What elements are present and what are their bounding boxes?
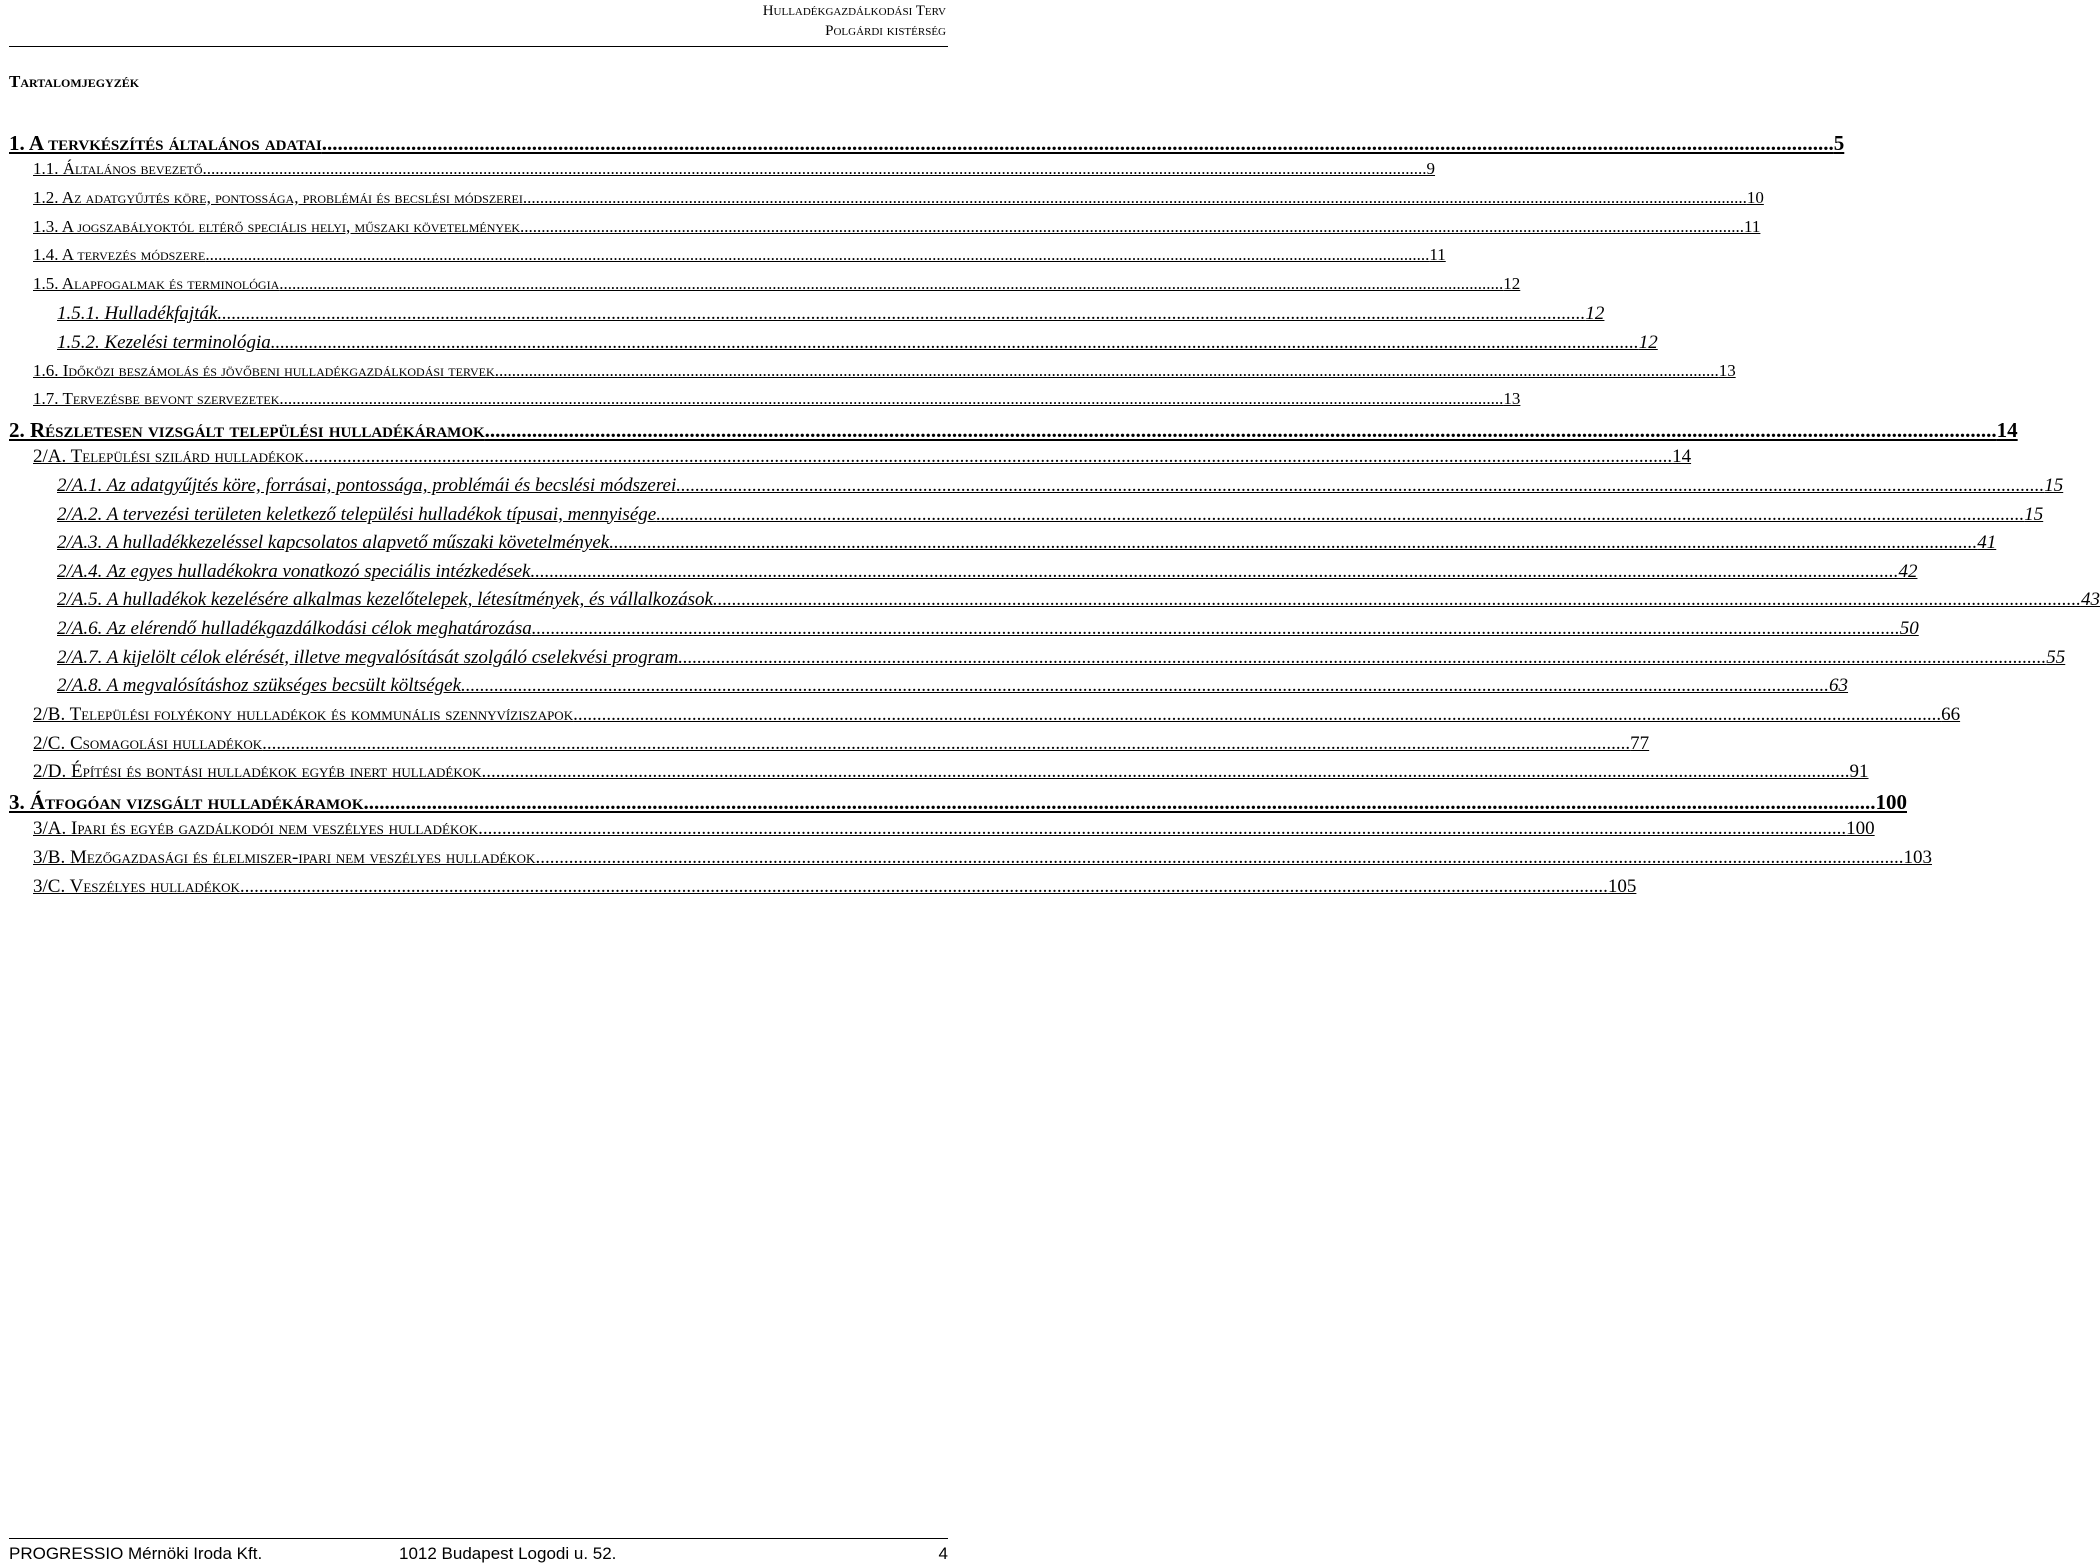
toc-dot-leader	[482, 761, 1850, 783]
toc-entry-page: 14	[1996, 418, 2018, 443]
toc-entry-title: 2/A.5. A hulladékok kezelésére alkalmas kezelőtelepek, létesítmények, és vállalkozások	[57, 589, 713, 611]
toc-dot-leader	[304, 446, 1672, 468]
toc-entry-title: 1.5.1. Hulladékfajták	[57, 302, 218, 324]
footer-company: PROGRESSIO Mérnöki Iroda Kft.	[9, 1544, 263, 1563]
toc-entry-title: 3/B. Mezőgazdasági és élelmiszer-ipari nem veszélyes hulladékok	[33, 846, 536, 868]
toc-entry-page: 12	[1585, 302, 1605, 324]
toc-entry-page: 15	[2024, 503, 2044, 525]
toc-entry[interactable]	[9, 331, 1658, 361]
toc-entry-page: 41	[1977, 532, 1997, 554]
toc-entry-page: 15	[2044, 474, 2064, 496]
toc-entry[interactable]	[9, 503, 2044, 533]
toc-entry[interactable]	[9, 418, 2018, 446]
toc-entry[interactable]	[9, 675, 1849, 704]
footer-divider	[9, 1538, 948, 1539]
toc-entry-page: 13	[1718, 360, 1736, 380]
toc-entry-page: 43	[2080, 589, 2100, 611]
toc-entry-title: 1.4. A tervezés módszere	[33, 245, 206, 265]
toc-entry-title: 2/B. Települési folyékony hulladékok és kommunális szennyvíziszapok	[33, 703, 574, 725]
toc-entry[interactable]	[9, 703, 1961, 733]
header-subtitle: Polgárdi kistérség	[825, 23, 946, 39]
toc-entry-title: 2/A.2. A tervezési területen keletkező települési hulladékok típusai, mennyisége	[57, 503, 657, 525]
toc-dot-leader	[240, 876, 1608, 898]
toc-entry-title: 2/A.7. A kijelölt célok elérését, illetve megvalósítását szolgáló cselekvési program	[57, 646, 679, 668]
toc-entry-title: 1.2. Az adatgyűjtés köre, pontossága, problémái és becslési módszerei	[33, 187, 523, 207]
toc-entry[interactable]	[9, 125, 1845, 159]
toc-entry[interactable]	[9, 846, 1932, 876]
toc-dot-leader	[203, 159, 1427, 179]
toc-entry-page: 66	[1941, 703, 1961, 725]
footer-address: 1012 Budapest Logodi u. 52.	[399, 1544, 617, 1563]
toc-entry-page: 50	[1899, 617, 1919, 639]
toc-entry-title: 1.5. Alapfogalmak és terminológia	[33, 274, 280, 294]
toc-dot-leader	[678, 647, 2046, 669]
toc-dot-leader	[279, 274, 1503, 294]
toc-entry[interactable]	[9, 360, 1736, 390]
table-of-contents	[9, 125, 2100, 905]
toc-entry-page: 14	[1672, 446, 1692, 468]
toc-entry-page: 9	[1426, 159, 1436, 178]
page-footer	[9, 1544, 948, 1564]
toc-dot-leader	[520, 217, 1744, 237]
toc-entry-page: 42	[1898, 560, 1918, 582]
toc-entry-title: 2/A.8. A megvalósításhoz szükséges becsült költségek	[57, 675, 462, 697]
footer-page-number: 4	[938, 1544, 948, 1563]
toc-dot-leader	[271, 332, 1639, 354]
toc-entry[interactable]	[9, 532, 1997, 561]
toc-entry-page: 13	[1503, 389, 1521, 409]
toc-entry-title: 1. A tervkészítés általános adatai	[9, 131, 322, 155]
toc-entry-title: 2/C. Csomagolási hulladékok	[33, 732, 263, 754]
toc-entry-page: 12	[1503, 274, 1521, 294]
header-title: Hulladékgazdálkodási Terv	[762, 3, 946, 19]
toc-entry-title: 3. Átfogóan vizsgált hulladékáramok	[9, 790, 364, 815]
toc-entry-title: 2. Részletesen vizsgált települési hulladékáramok	[9, 418, 485, 443]
toc-entry-page: 10	[1746, 187, 1764, 207]
toc-entry-title: 2/A.4. Az egyes hulladékokra vonatkozó speciális intézkedések	[57, 560, 531, 582]
toc-entry-page: 55	[2046, 646, 2066, 668]
toc-entry[interactable]	[9, 274, 1521, 303]
toc-entry-page: 105	[1607, 875, 1637, 897]
toc-dot-leader	[609, 532, 1977, 554]
toc-dot-leader	[478, 818, 1846, 840]
toc-entry[interactable]	[9, 389, 1521, 418]
toc-entry[interactable]	[9, 761, 1869, 790]
toc-entry-title: 2/D. Építési és bontási hulladékok egyéb inert hulladékok	[33, 761, 482, 783]
toc-dot-leader	[461, 675, 1829, 697]
toc-dot-leader	[530, 561, 1898, 583]
toc-entry[interactable]	[9, 446, 1692, 475]
toc-entry-page: 91	[1849, 761, 1869, 783]
toc-entry-page: 11	[1744, 216, 1761, 236]
toc-entry[interactable]	[9, 560, 1918, 590]
toc-entry-title: 2/A.6. Az elérendő hulladékgazdálkodási célok meghatározása	[57, 617, 532, 639]
toc-dot-leader	[485, 418, 1997, 443]
toc-entry-title: 2/A.1. Az adatgyűjtés köre, forrásai, pontossága, problémái és becslési módszerei	[57, 474, 677, 496]
toc-entry[interactable]	[9, 589, 2100, 618]
toc-dot-leader	[532, 618, 1900, 640]
toc-entry-title: 3/C. Veszélyes hulladékok	[33, 875, 240, 897]
toc-entry[interactable]	[9, 187, 1764, 217]
toc-dot-leader	[322, 131, 1834, 156]
toc-dot-leader	[217, 303, 1585, 325]
toc-entry-title: 3/A. Ipari és egyéb gazdálkodói nem veszélyes hulladékok	[33, 818, 479, 840]
toc-entry-page: 5	[1833, 131, 1845, 155]
toc-entry[interactable]	[9, 216, 1761, 246]
toc-entry-page: 100	[1875, 790, 1907, 815]
toc-entry-title: 1.6. Időközi beszámolás és jövőbeni hulladékgazdálkodási tervek	[33, 360, 495, 380]
toc-entry-title: 1.7. Tervezésbe bevont szervezetek	[33, 389, 280, 409]
toc-dot-leader	[676, 475, 2044, 497]
toc-entry-page: 12	[1638, 331, 1658, 353]
toc-entry[interactable]	[9, 474, 2064, 504]
toc-dot-leader	[535, 847, 1903, 869]
running-header	[763, 0, 946, 41]
toc-entry-title: 2/A.3. A hulladékkezeléssel kapcsolatos alapvető műszaki követelmények	[57, 532, 610, 554]
toc-entry-page: 11	[1429, 245, 1446, 265]
toc-entry[interactable]	[9, 159, 1436, 188]
toc-entry[interactable]	[9, 790, 1907, 818]
toc-dot-leader	[495, 361, 1719, 381]
toc-entry-title: 2/A. Települési szilárd hulladékok	[33, 446, 305, 468]
toc-dot-leader	[205, 245, 1429, 265]
toc-dot-leader	[279, 389, 1503, 409]
toc-entry[interactable]	[9, 732, 1650, 762]
toc-entry-title: 1.1. Általános bevezető	[33, 159, 203, 178]
toc-entry[interactable]	[9, 245, 1446, 274]
toc-dot-leader	[656, 504, 2024, 526]
toc-entry[interactable]	[9, 302, 1605, 332]
toc-dot-leader	[523, 188, 1747, 208]
toc-dot-leader	[262, 733, 1630, 755]
toc-dot-leader	[364, 790, 1876, 815]
toc-entry[interactable]	[9, 875, 1637, 905]
toc-entry[interactable]	[9, 646, 2066, 676]
toc-dot-leader	[573, 704, 1941, 726]
toc-entry-page: 63	[1829, 675, 1849, 697]
toc-entry-page: 100	[1846, 818, 1875, 840]
toc-entry-title: 1.5.2. Kezelési terminológia	[57, 331, 271, 353]
toc-entry-page: 77	[1630, 732, 1650, 754]
toc-entry[interactable]	[9, 818, 1875, 847]
header-divider	[9, 46, 948, 47]
toc-entry-page: 103	[1903, 846, 1932, 868]
toc-entry-title: 1.3. A jogszabályoktól eltérő speciális helyi, műszaki követelmények	[33, 216, 521, 236]
toc-dot-leader	[713, 589, 2081, 611]
toc-entry[interactable]	[9, 617, 1919, 647]
toc-heading: Tartalomjegyzék	[9, 72, 140, 91]
